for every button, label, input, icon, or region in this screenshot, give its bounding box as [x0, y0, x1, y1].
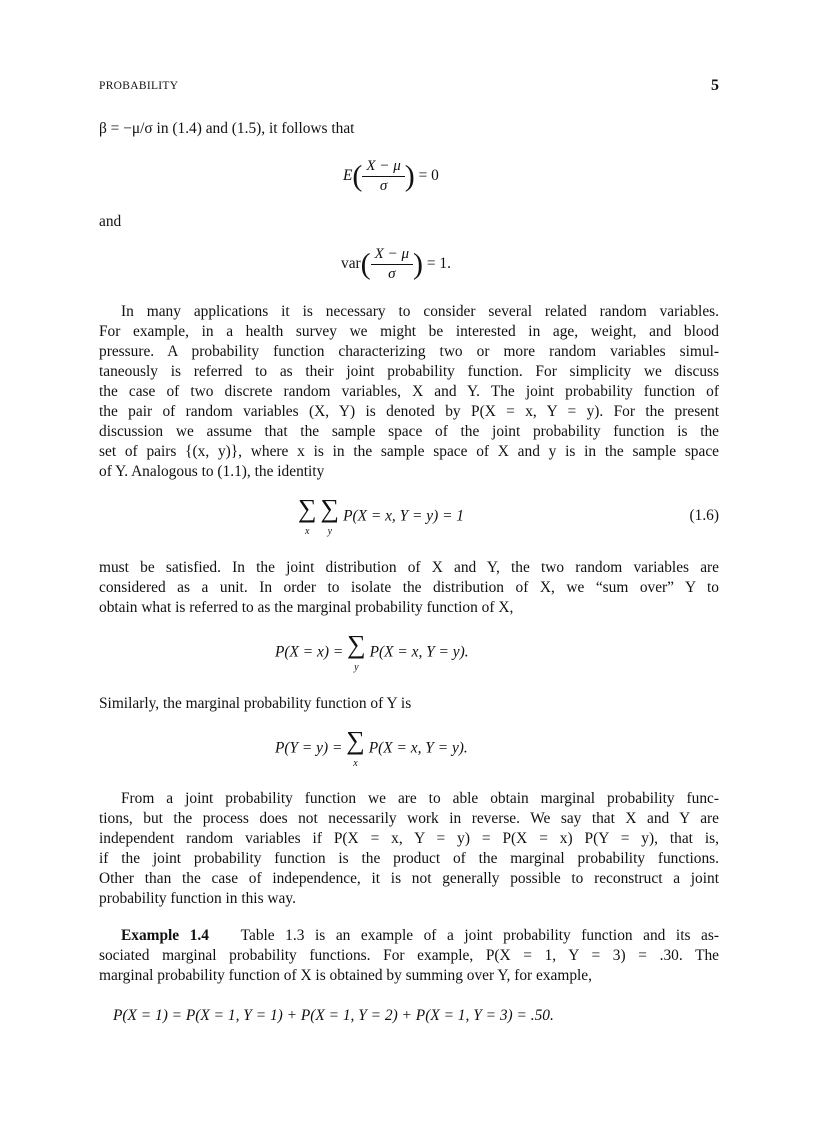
example-text: Table 1.3 is an example of a joint probability function and its as- — [240, 927, 719, 944]
eq2-fraction — [371, 246, 413, 283]
paragraph-line: obtain what is referred to as the marginal probability function of X, — [99, 599, 514, 616]
eq1-lhs: E — [343, 167, 353, 185]
eq2-lhs: var — [341, 255, 361, 273]
eq5-lhs: P(Y = y) = — [275, 739, 343, 757]
paragraph-line: of Y. Analogous to (1.1), the identity — [99, 463, 325, 480]
example-line — [121, 926, 719, 946]
paragraph-line: considered as a unit. In order to isolate the distribution of X, we “sum over” Y to — [99, 579, 719, 596]
paragraph-line: pressure. A probability function characterizing two or more random variables simul- — [99, 343, 719, 360]
page-number: 5 — [711, 77, 719, 94]
eq2-rhs: = 1. — [426, 255, 451, 273]
paragraph-line: From a joint probability function we are to able obtain marginal probability func- — [121, 790, 719, 807]
eq3-body: P(X = x, Y = y) = 1 — [343, 507, 465, 525]
eq1-left-paren: ( — [352, 159, 363, 193]
eq1-right-paren: ) — [404, 159, 415, 193]
eq2-numerator: X − μ — [371, 246, 413, 265]
paragraph-line: taneously is referred to as their joint probability function. For simplicity we discuss — [99, 363, 719, 380]
text-line-and: and — [99, 213, 122, 230]
sigma-symbol: ∑ — [298, 494, 317, 523]
sum-subscript: x — [305, 526, 310, 537]
paragraph-line: In many applications it is necessary to consider several related random variables. — [121, 303, 719, 320]
paragraph-line: must be satisfied. In the joint distribution of X and Y, the two random variables are — [99, 559, 719, 576]
paragraph-line: independent random variables if P(X = x, Y = y) = P(X = x) P(Y = y), that is, — [99, 830, 719, 847]
paragraph-line: discussion we assume that the sample space of the joint probability function is the — [99, 423, 719, 440]
paragraph-line: marginal probability function of X is obtained by summing over Y, for example, — [99, 967, 592, 984]
sum-subscript: y — [354, 662, 359, 673]
eq2-left-paren: ( — [360, 247, 371, 281]
paragraph-line: For example, in a health survey we might be interested in age, weight, and blood — [99, 323, 719, 340]
eq1-numerator: X − μ — [362, 158, 404, 177]
eq1-fraction — [362, 158, 404, 195]
sum-over-x — [346, 728, 365, 769]
sigma-symbol: ∑ — [320, 494, 340, 523]
page-header — [99, 79, 719, 99]
sum-over-y — [321, 496, 340, 537]
sum-over-y — [347, 632, 366, 673]
eq5-body: P(X = x, Y = y). — [368, 739, 468, 757]
paragraph-line: Other than the case of independence, it is not generally possible to reconstruct a joint — [99, 870, 719, 887]
equation-marginal-x — [275, 632, 469, 673]
sigma-symbol: ∑ — [347, 630, 366, 659]
paragraph-line: probability function in this way. — [99, 890, 296, 907]
paragraph-line: tions, but the process does not necessarily work in reverse. We say that X and Y are — [99, 810, 719, 827]
example-label: Example 1.4 — [121, 927, 209, 944]
equation-joint-sum — [298, 496, 464, 537]
equation-variance — [341, 246, 451, 283]
paragraph-line: set of pairs {(x, y)}, where x is in the sample space of X and y is in the sample space — [99, 443, 719, 460]
text-line-intro: β = −μ/σ in (1.4) and (1.5), it follows that — [99, 120, 355, 137]
paragraph-line: sociated marginal probability functions. For example, P(X = 1, Y = 3) = .30. The — [99, 947, 719, 964]
paragraph-line: the pair of random variables (X, Y) is denoted by P(X = x, Y = y). For the present — [99, 403, 719, 420]
sum-subscript: y — [327, 526, 333, 537]
running-head: PROBABILITY — [99, 80, 179, 92]
equation-marginal-y — [275, 728, 468, 769]
equation-example-marginal: P(X = 1) = P(X = 1, Y = 1) + P(X = 1, Y = 2) + P(X = 1, Y = 3) = .50. — [113, 1007, 554, 1024]
paragraph-line: the case of two discrete random variables, X and Y. The joint probability function of — [99, 383, 719, 400]
paragraph-line: if the joint probability function is the product of the marginal probability functions. — [99, 850, 719, 867]
equation-expectation — [343, 158, 439, 195]
paragraph-line: Similarly, the marginal probability function of Y is — [99, 695, 412, 712]
equation-number: (1.6) — [689, 507, 719, 524]
sum-subscript: x — [353, 758, 358, 769]
eq2-right-paren: ) — [412, 247, 423, 281]
eq1-rhs: = 0 — [418, 167, 439, 185]
sum-over-x — [298, 496, 317, 537]
sigma-symbol: ∑ — [346, 726, 365, 755]
eq4-lhs: P(X = x) = — [275, 643, 344, 661]
eq2-denominator: σ — [388, 266, 396, 282]
eq4-body: P(X = x, Y = y). — [369, 643, 469, 661]
eq1-denominator: σ — [379, 178, 388, 194]
